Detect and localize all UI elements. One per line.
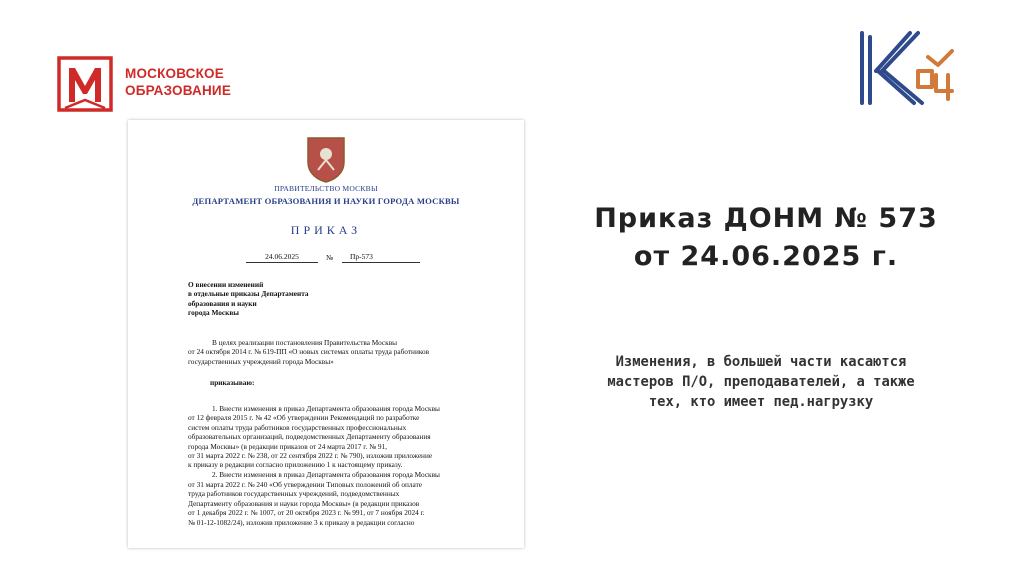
number-sign: № — [326, 253, 334, 262]
order-word: приказываю: — [210, 378, 255, 387]
document-subject — [188, 280, 338, 318]
text-line: 2. Внести изменения в приказ Департамента образования города Москвы — [212, 469, 440, 479]
college-logo — [852, 27, 964, 107]
text-line: от 24 октября 2014 г. № 619-ПП «О новых системах оплаты труда работников — [188, 347, 430, 357]
text-line: от 1 декабря 2022 г. № 1007, от 20 октября 2023 г. № 991, от 7 ноября 2024 г. — [188, 508, 425, 518]
document-type: ПРИКАЗ — [290, 223, 362, 237]
moscow-education-logo — [57, 56, 237, 112]
slide-description — [526, 352, 996, 412]
text-line: образовательных организаций, подведомственных Департаменту образования — [188, 432, 431, 442]
text-line: от 31 марта 2022 г. № 238, от 22 сентября 2022 г. № 790), изложив приложение — [188, 451, 433, 461]
wordmark-line-2: ОБРАЗОВАНИЕ — [125, 83, 232, 98]
text-line: Департаменту образования и науки города Москвы» (в редакции приказов — [188, 498, 420, 508]
moscow-education-emblem-icon — [57, 56, 113, 112]
order-document-scan — [128, 120, 524, 548]
text-line: № 01-12-1082/24), изложив приложение 3 к приказу в редакции согласно — [188, 517, 415, 527]
text-line: труда работников государственных учреждений, подведомственных — [188, 489, 400, 499]
department-heading: ДЕПАРТАМЕНТ ОБРАЗОВАНИЯ И НАУКИ ГОРОДА МОСКВЫ — [192, 196, 460, 206]
clause-2-paragraph — [188, 480, 498, 527]
moscow-education-wordmark — [125, 65, 243, 99]
description-line-3: тех, кто имеет пед.нагрузку — [648, 394, 874, 410]
moscow-coat-of-arms-icon — [304, 134, 348, 184]
slide-title — [536, 200, 996, 276]
text-line: города Москвы» (в редакции приказов от 24 марта 2017 г. № 91, — [188, 441, 388, 451]
subject-line: в отдельные приказы Департамента — [188, 289, 309, 299]
text-line: государственных учреждений города Москвы» — [188, 356, 334, 366]
text-line: от 12 февраля 2015 г. № 42 «Об утверждении Рекомендаций по разработке — [188, 413, 420, 423]
description-line-2: мастеров П/О, преподавателей, а также — [607, 374, 915, 390]
subject-line: города Москвы — [188, 308, 239, 318]
subject-line: образования и науки — [188, 298, 257, 308]
text-line: 1. Внести изменения в приказ Департамента образования города Москвы — [212, 404, 440, 413]
government-heading: ПРАВИТЕЛЬСТВО МОСКВЫ — [274, 184, 378, 193]
preamble-paragraph — [188, 338, 498, 366]
title-line-1: Приказ ДОНМ № 573 — [594, 203, 938, 234]
subject-line: О внесении изменений — [188, 280, 264, 289]
document-number: Пр-573 — [342, 252, 420, 263]
description-line-1: Изменения, в большей части касаются — [615, 354, 907, 370]
text-line: от 31 марта 2022 г. № 240 «Об утверждении Типовых положений об оплате — [188, 480, 422, 489]
clause-1-paragraph — [188, 404, 498, 479]
text-line: систем оплаты труда работников государственных профессиональных — [188, 422, 407, 432]
wordmark-line-1: МОСКОВСКОЕ — [125, 66, 224, 81]
text-line: к приказу в редакции согласно приложению 1 к настоящему приказу. — [188, 460, 403, 470]
document-date: 24.06.2025 — [246, 252, 318, 263]
title-line-2: от 24.06.2025 г. — [633, 241, 899, 272]
text-line: В целях реализации постановления Правительства Москвы — [212, 338, 398, 347]
